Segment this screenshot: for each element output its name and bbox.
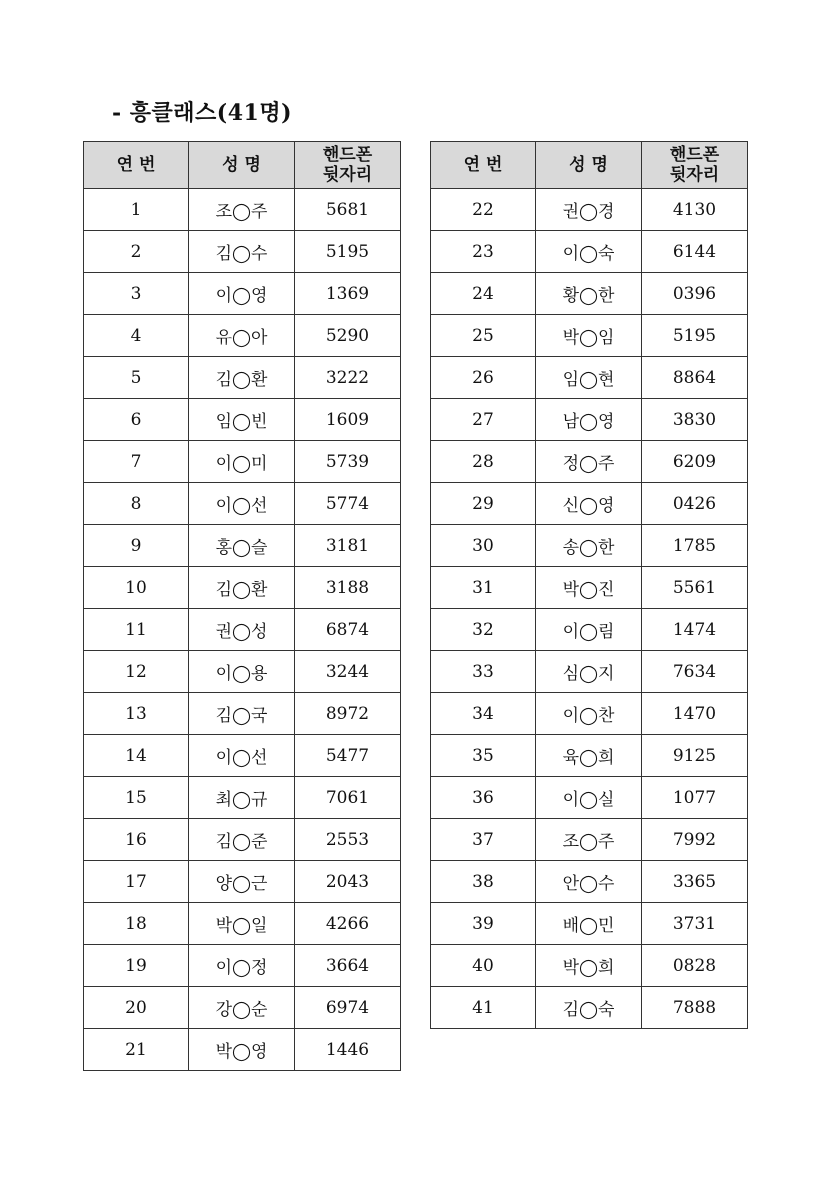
cell-phone: 5561 — [642, 567, 748, 609]
table-row — [431, 609, 748, 651]
cell-name: 양◯근 — [189, 861, 295, 903]
header-number: 연 번 — [431, 142, 536, 189]
table-row — [84, 315, 401, 357]
header-phone-line1: 핸드폰 — [322, 145, 373, 165]
cell-phone: 3222 — [295, 357, 401, 399]
header-name: 성 명 — [189, 142, 295, 189]
cell-name: 김◯국 — [189, 693, 295, 735]
table-row — [431, 567, 748, 609]
table-row — [431, 819, 748, 861]
cell-number: 27 — [431, 399, 536, 441]
cell-phone: 6974 — [295, 987, 401, 1029]
cell-name: 박◯일 — [189, 903, 295, 945]
table-header-row — [431, 142, 748, 189]
cell-phone: 2553 — [295, 819, 401, 861]
table-row — [84, 399, 401, 441]
cell-number: 15 — [84, 777, 189, 819]
cell-name: 이◯선 — [189, 483, 295, 525]
cell-phone: 0828 — [642, 945, 748, 987]
table-row — [84, 357, 401, 399]
table-row — [431, 357, 748, 399]
cell-phone: 7992 — [642, 819, 748, 861]
header-phone — [295, 142, 401, 189]
cell-name: 임◯빈 — [189, 399, 295, 441]
cell-name: 임◯현 — [536, 357, 642, 399]
cell-name: 이◯숙 — [536, 231, 642, 273]
cell-number: 20 — [84, 987, 189, 1029]
cell-name: 박◯임 — [536, 315, 642, 357]
table-row — [84, 861, 401, 903]
cell-name: 박◯영 — [189, 1029, 295, 1071]
cell-number: 38 — [431, 861, 536, 903]
cell-number: 13 — [84, 693, 189, 735]
page-title: - 흥클래스(41명) — [112, 100, 292, 126]
cell-number: 3 — [84, 273, 189, 315]
cell-phone: 1446 — [295, 1029, 401, 1071]
table-row — [431, 651, 748, 693]
cell-number: 10 — [84, 567, 189, 609]
cell-number: 31 — [431, 567, 536, 609]
table-row — [84, 819, 401, 861]
cell-number: 35 — [431, 735, 536, 777]
cell-name: 권◯경 — [536, 189, 642, 231]
table-row — [431, 315, 748, 357]
cell-number: 6 — [84, 399, 189, 441]
cell-number: 2 — [84, 231, 189, 273]
cell-name: 홍◯슬 — [189, 525, 295, 567]
cell-phone: 5739 — [295, 441, 401, 483]
cell-name: 남◯영 — [536, 399, 642, 441]
table-row — [431, 777, 748, 819]
cell-number: 14 — [84, 735, 189, 777]
cell-phone: 7888 — [642, 987, 748, 1029]
cell-phone: 3365 — [642, 861, 748, 903]
cell-number: 40 — [431, 945, 536, 987]
table-row — [431, 903, 748, 945]
cell-phone: 8972 — [295, 693, 401, 735]
roster-body-left — [84, 189, 401, 1071]
cell-number: 28 — [431, 441, 536, 483]
table-row — [84, 1029, 401, 1071]
cell-phone: 7061 — [295, 777, 401, 819]
cell-name: 김◯준 — [189, 819, 295, 861]
cell-number: 4 — [84, 315, 189, 357]
table-row — [431, 525, 748, 567]
header-phone-line1: 핸드폰 — [669, 145, 720, 165]
header-phone — [642, 142, 748, 189]
cell-number: 16 — [84, 819, 189, 861]
cell-name: 배◯민 — [536, 903, 642, 945]
cell-phone: 3181 — [295, 525, 401, 567]
cell-name: 김◯숙 — [536, 987, 642, 1029]
cell-phone: 3244 — [295, 651, 401, 693]
cell-number: 41 — [431, 987, 536, 1029]
cell-name: 이◯선 — [189, 735, 295, 777]
cell-phone: 5195 — [642, 315, 748, 357]
table-row — [431, 693, 748, 735]
cell-number: 9 — [84, 525, 189, 567]
cell-number: 11 — [84, 609, 189, 651]
cell-phone: 6144 — [642, 231, 748, 273]
header-phone-line2: 뒷자리 — [322, 165, 373, 185]
cell-name: 이◯정 — [189, 945, 295, 987]
table-row — [84, 945, 401, 987]
cell-name: 이◯용 — [189, 651, 295, 693]
table-row — [84, 567, 401, 609]
cell-number: 19 — [84, 945, 189, 987]
cell-number: 39 — [431, 903, 536, 945]
cell-phone: 7634 — [642, 651, 748, 693]
roster-body-right — [431, 189, 748, 1029]
table-row — [84, 651, 401, 693]
cell-name: 안◯수 — [536, 861, 642, 903]
cell-name: 김◯환 — [189, 567, 295, 609]
cell-phone: 4266 — [295, 903, 401, 945]
cell-number: 24 — [431, 273, 536, 315]
cell-phone: 1474 — [642, 609, 748, 651]
table-row — [431, 231, 748, 273]
table-row — [431, 987, 748, 1029]
cell-phone: 0396 — [642, 273, 748, 315]
cell-phone: 1077 — [642, 777, 748, 819]
cell-number: 33 — [431, 651, 536, 693]
cell-phone: 1369 — [295, 273, 401, 315]
cell-phone: 4130 — [642, 189, 748, 231]
table-row — [431, 861, 748, 903]
table-row — [84, 609, 401, 651]
cell-name: 김◯수 — [189, 231, 295, 273]
cell-name: 신◯영 — [536, 483, 642, 525]
table-row — [431, 441, 748, 483]
cell-name: 권◯성 — [189, 609, 295, 651]
cell-phone: 1470 — [642, 693, 748, 735]
cell-number: 1 — [84, 189, 189, 231]
cell-number: 5 — [84, 357, 189, 399]
table-row — [431, 189, 748, 231]
cell-phone: 5477 — [295, 735, 401, 777]
cell-phone: 3664 — [295, 945, 401, 987]
cell-name: 육◯희 — [536, 735, 642, 777]
cell-phone: 3830 — [642, 399, 748, 441]
cell-number: 18 — [84, 903, 189, 945]
cell-number: 32 — [431, 609, 536, 651]
cell-phone: 0426 — [642, 483, 748, 525]
table-row — [431, 945, 748, 987]
table-row — [431, 483, 748, 525]
roster-table-left — [83, 141, 401, 1071]
table-row — [84, 189, 401, 231]
cell-phone: 6209 — [642, 441, 748, 483]
table-row — [431, 399, 748, 441]
cell-name: 박◯진 — [536, 567, 642, 609]
cell-number: 21 — [84, 1029, 189, 1071]
header-name: 성 명 — [536, 142, 642, 189]
cell-name: 조◯주 — [536, 819, 642, 861]
table-row — [84, 483, 401, 525]
cell-phone: 1785 — [642, 525, 748, 567]
table-row — [84, 525, 401, 567]
cell-phone: 5290 — [295, 315, 401, 357]
table-row — [84, 735, 401, 777]
cell-number: 25 — [431, 315, 536, 357]
table-row — [84, 273, 401, 315]
cell-phone: 6874 — [295, 609, 401, 651]
table-row — [84, 987, 401, 1029]
table-row — [84, 231, 401, 273]
cell-number: 26 — [431, 357, 536, 399]
cell-phone: 5774 — [295, 483, 401, 525]
cell-name: 최◯규 — [189, 777, 295, 819]
cell-number: 23 — [431, 231, 536, 273]
cell-name: 이◯실 — [536, 777, 642, 819]
cell-name: 유◯아 — [189, 315, 295, 357]
cell-name: 정◯주 — [536, 441, 642, 483]
cell-name: 이◯림 — [536, 609, 642, 651]
cell-name: 조◯주 — [189, 189, 295, 231]
cell-name: 박◯희 — [536, 945, 642, 987]
cell-phone: 1609 — [295, 399, 401, 441]
table-row — [431, 735, 748, 777]
cell-name: 이◯영 — [189, 273, 295, 315]
cell-phone: 2043 — [295, 861, 401, 903]
table-row — [84, 441, 401, 483]
cell-number: 7 — [84, 441, 189, 483]
cell-phone: 3188 — [295, 567, 401, 609]
cell-number: 30 — [431, 525, 536, 567]
cell-number: 29 — [431, 483, 536, 525]
table-row — [84, 903, 401, 945]
cell-name: 이◯미 — [189, 441, 295, 483]
table-row — [84, 777, 401, 819]
cell-number: 17 — [84, 861, 189, 903]
header-number: 연 번 — [84, 142, 189, 189]
cell-number: 37 — [431, 819, 536, 861]
cell-name: 김◯환 — [189, 357, 295, 399]
cell-number: 22 — [431, 189, 536, 231]
cell-number: 36 — [431, 777, 536, 819]
table-row — [431, 273, 748, 315]
cell-number: 12 — [84, 651, 189, 693]
cell-name: 이◯찬 — [536, 693, 642, 735]
table-header-row — [84, 142, 401, 189]
cell-name: 심◯지 — [536, 651, 642, 693]
cell-phone: 8864 — [642, 357, 748, 399]
cell-phone: 5195 — [295, 231, 401, 273]
roster-table-right — [430, 141, 748, 1029]
cell-number: 34 — [431, 693, 536, 735]
header-phone-line2: 뒷자리 — [669, 165, 720, 185]
cell-number: 8 — [84, 483, 189, 525]
cell-name: 황◯한 — [536, 273, 642, 315]
cell-name: 송◯한 — [536, 525, 642, 567]
cell-phone: 9125 — [642, 735, 748, 777]
cell-phone: 5681 — [295, 189, 401, 231]
cell-name: 강◯순 — [189, 987, 295, 1029]
cell-phone: 3731 — [642, 903, 748, 945]
table-row — [84, 693, 401, 735]
